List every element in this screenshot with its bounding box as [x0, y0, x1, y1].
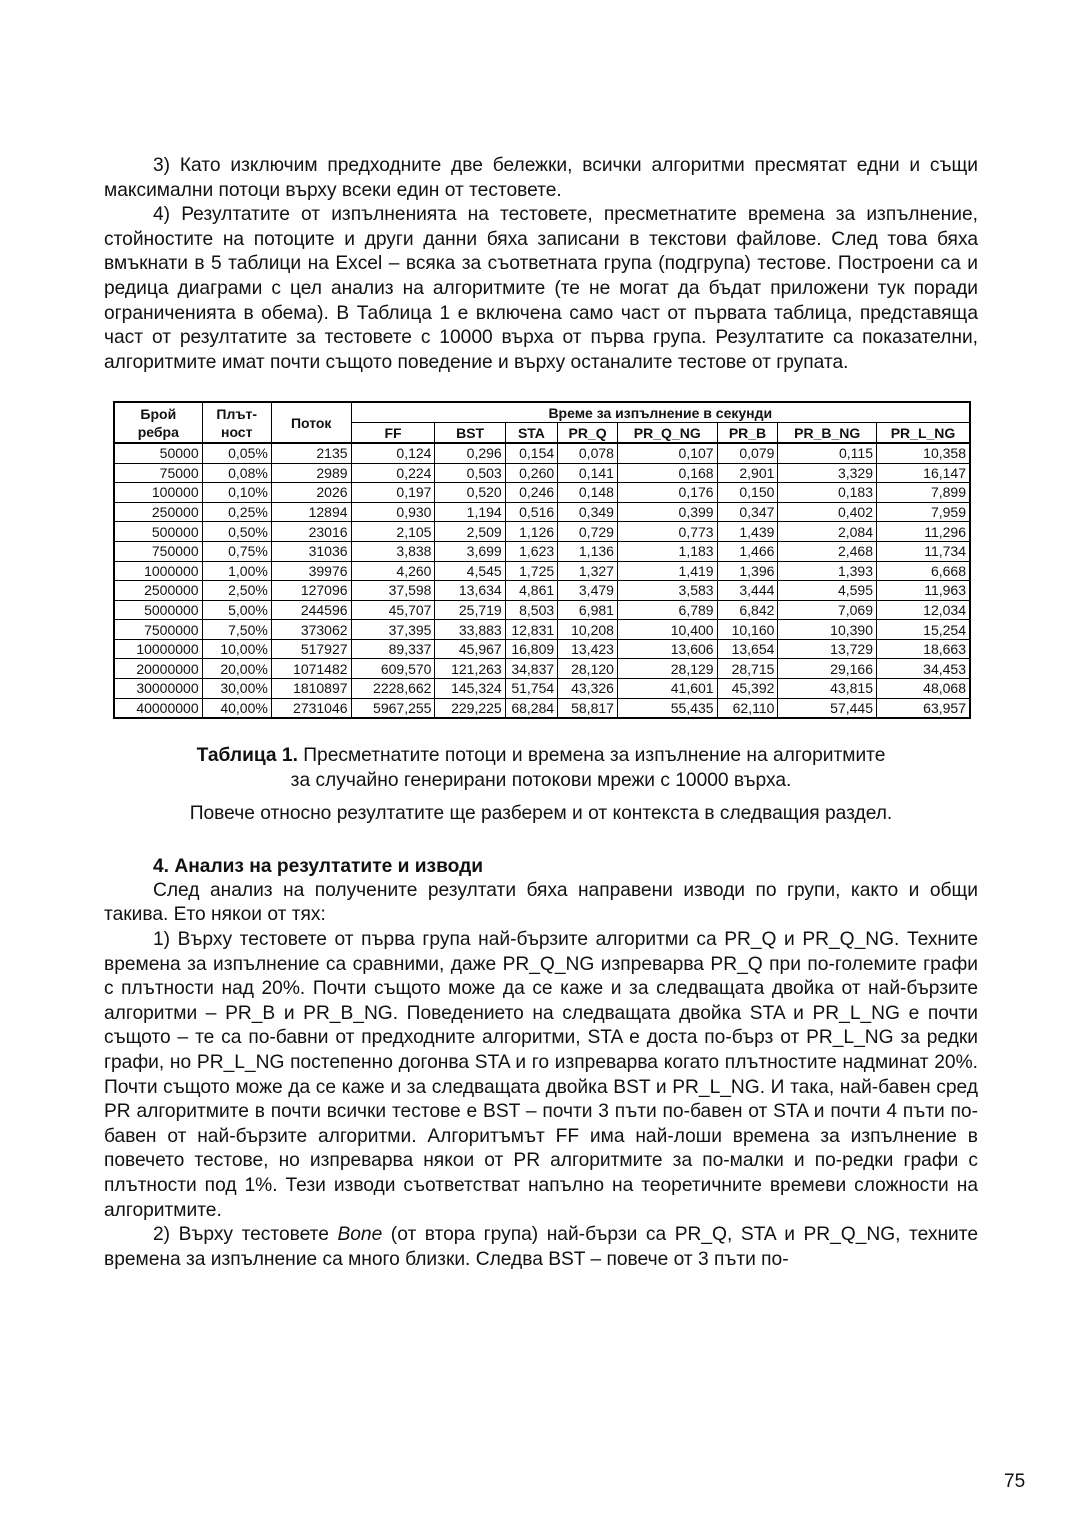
table-cell: 2,105 [351, 522, 435, 542]
table-cell: 7,899 [877, 483, 971, 503]
table-cell: 10,208 [558, 620, 618, 640]
table-cell: 0,107 [617, 443, 717, 463]
table-cell: 13,654 [717, 639, 778, 659]
table-cell: 6,789 [617, 600, 717, 620]
table-cell: 0,773 [617, 522, 717, 542]
table-row [114, 502, 970, 522]
table-cell: 40000000 [114, 698, 202, 718]
table-cell: 0,349 [558, 502, 618, 522]
table-cell: 4,595 [778, 581, 877, 601]
table-cell: 34,453 [877, 659, 971, 679]
table-cell: 0,224 [351, 463, 435, 483]
table-cell: 1,393 [778, 561, 877, 581]
table-cell: 100000 [114, 483, 202, 503]
table-cell: 12894 [271, 502, 351, 522]
table-cell: 45,392 [717, 679, 778, 699]
table-cell: 2989 [271, 463, 351, 483]
table-cell: 10,390 [778, 620, 877, 640]
table-cell: 0,197 [351, 483, 435, 503]
table-cell: 250000 [114, 502, 202, 522]
table-cell: 13,729 [778, 639, 877, 659]
table-cell: 28,129 [617, 659, 717, 679]
table-cell: 6,981 [558, 600, 618, 620]
header-algorithm: PR_B_NG [778, 423, 877, 443]
table-cell: 4,545 [435, 561, 505, 581]
table-cell: 1,327 [558, 561, 618, 581]
table-cell: 1,194 [435, 502, 505, 522]
table-cell: 0,347 [717, 502, 778, 522]
table-cell: 3,838 [351, 541, 435, 561]
table-cell: 0,154 [505, 443, 557, 463]
table-cell: 45,967 [435, 639, 505, 659]
table-cell: 0,260 [505, 463, 557, 483]
table-cell: 10,400 [617, 620, 717, 640]
header-flow: Поток [271, 402, 351, 443]
table-row [114, 443, 970, 463]
table-cell: 33,883 [435, 620, 505, 640]
table-cell: 6,668 [877, 561, 971, 581]
table-cell: 28,715 [717, 659, 778, 679]
table-cell: 2500000 [114, 581, 202, 601]
table-cell: 5000000 [114, 600, 202, 620]
table-cell: 39976 [271, 561, 351, 581]
table-cell: 1,126 [505, 522, 557, 542]
table-cell: 7,959 [877, 502, 971, 522]
table-cell: 31036 [271, 541, 351, 561]
table-cell: 63,957 [877, 698, 971, 718]
table-cell: 29,166 [778, 659, 877, 679]
table-cell: 89,337 [351, 639, 435, 659]
table-cell: 12,831 [505, 620, 557, 640]
table-cell: 68,284 [505, 698, 557, 718]
table-cell: 45,707 [351, 600, 435, 620]
caption-label: Таблица 1. [196, 745, 298, 767]
table-cell: 229,225 [435, 698, 505, 718]
table-cell: 0,520 [435, 483, 505, 503]
caption-line2: за случайно генерирани потокови мрежи с 10000 върха. [290, 770, 792, 792]
table-cell: 2,509 [435, 522, 505, 542]
header-algorithm: STA [505, 423, 557, 443]
table-cell: 0,399 [617, 502, 717, 522]
table-cell: 18,663 [877, 639, 971, 659]
table-cell: 2,50% [202, 581, 271, 601]
table-row [114, 698, 970, 718]
table-cell: 1,136 [558, 541, 618, 561]
table-cell: 3,583 [617, 581, 717, 601]
table-cell: 11,963 [877, 581, 971, 601]
p2-before: 2) Върху тестовете [153, 1224, 338, 1246]
table-cell: 57,445 [778, 698, 877, 718]
table-cell: 0,168 [617, 463, 717, 483]
table-cell: 51,754 [505, 679, 557, 699]
table-cell: 2026 [271, 483, 351, 503]
header-algorithm: PR_L_NG [877, 423, 971, 443]
table-row [114, 620, 970, 640]
table-cell: 25,719 [435, 600, 505, 620]
table-cell: 0,930 [351, 502, 435, 522]
table-cell: 0,516 [505, 502, 557, 522]
table-cell: 4,861 [505, 581, 557, 601]
table-row [114, 600, 970, 620]
table-cell: 1,466 [717, 541, 778, 561]
results-table [113, 401, 971, 719]
table-cell: 0,75% [202, 541, 271, 561]
table-cell: 13,606 [617, 639, 717, 659]
table-cell: 11,296 [877, 522, 971, 542]
table-cell: 30000000 [114, 679, 202, 699]
table-cell: 58,817 [558, 698, 618, 718]
table-cell: 50000 [114, 443, 202, 463]
table-cell: 16,147 [877, 463, 971, 483]
table-cell: 0,08% [202, 463, 271, 483]
table-cell: 145,324 [435, 679, 505, 699]
paragraph-4: 4) Резултатите от изпълненията на тестовете, пресметнатите времена за изпълнение, стойностите на потоците и други данни бяха записани в текстови файлове. След това бяха вмъкнати в 5 таблици на Excel – всяка за съответната група (подгрупа) тестове. Построени са и редица диаграми с цел анализ на алгоритмите (те не могат да бъдат приложени тук поради ограниченията в обема). В Таблица 1 е включена само част от първата таблица, представяща част от резултатите за тестовете с 10000 върха от първа група. Резултатите са показателни, алгоритмите имат почти същото поведение и върху останалите тестове от групата. [104, 204, 978, 373]
table-cell: 0,150 [717, 483, 778, 503]
table-row [114, 541, 970, 561]
table-cell: 0,124 [351, 443, 435, 463]
table-cell: 1071482 [271, 659, 351, 679]
table-cell: 0,176 [617, 483, 717, 503]
header-algorithm: PR_Q_NG [617, 423, 717, 443]
table-cell: 0,183 [778, 483, 877, 503]
table-cell: 5967,255 [351, 698, 435, 718]
table-cell: 30,00% [202, 679, 271, 699]
table-cell: 1,183 [617, 541, 717, 561]
table-row [114, 483, 970, 503]
table-cell: 23016 [271, 522, 351, 542]
table-cell: 12,034 [877, 600, 971, 620]
table-row [114, 659, 970, 679]
table-cell: 0,079 [717, 443, 778, 463]
table-cell: 16,809 [505, 639, 557, 659]
table-cell: 0,246 [505, 483, 557, 503]
paragraph-3: 3) Като изключим предходните две бележки, всички алгоритми пресмятат едни и същи максимални потоци върху всеки един от тестовете. [104, 155, 978, 201]
table-cell: 4,260 [351, 561, 435, 581]
table-cell: 0,141 [558, 463, 618, 483]
table-row [114, 522, 970, 542]
header-time-group: Време за изпълнение в секунди [351, 402, 970, 423]
table-cell: 10,358 [877, 443, 971, 463]
table-cell: 0,115 [778, 443, 877, 463]
section-heading: 4. Анализ на резултатите и изводи [153, 855, 484, 877]
table-cell: 2,468 [778, 541, 877, 561]
p2-after: (от втора група) най-бързи са PR_Q, STA и PR_Q_NG, техните времена за изпълнение са много близки. Следва BST – повече от 3 пъти по- [104, 1224, 979, 1270]
note-text: Повече относно резултатите ще разберем и от контекста в следващия раздел. [189, 803, 893, 825]
table-cell: 37,395 [351, 620, 435, 640]
table-cell: 1,725 [505, 561, 557, 581]
header-algorithm: BST [435, 423, 505, 443]
table-cell: 1810897 [271, 679, 351, 699]
table-cell: 0,296 [435, 443, 505, 463]
table-cell: 609,570 [351, 659, 435, 679]
table-cell: 10,160 [717, 620, 778, 640]
table-cell: 6,842 [717, 600, 778, 620]
table-row [114, 581, 970, 601]
table-cell: 75000 [114, 463, 202, 483]
results-table-wrapper [113, 401, 971, 719]
table-cell: 13,423 [558, 639, 618, 659]
header-edges: Брой ребра [114, 402, 202, 443]
table-cell: 1000000 [114, 561, 202, 581]
table-cell: 2135 [271, 443, 351, 463]
table-cell: 500000 [114, 522, 202, 542]
page-content [104, 154, 978, 1272]
section-p1: 1) Върху тестовете от първа група най-бързите алгоритми са PR_Q и PR_Q_NG. Техните времена за изпълнение са сравними, даже PR_Q_NG изпреварва PR_Q при по-големите графи с плътности над 20%. Почти същото може да се каже и за следващата двойка от най-бързите алгоритми – PR_B и PR_B_NG. Поведението на следващата двойка STA и PR_L_NG е почти същото – те са по-бавни от предходните алгоритми, STA е доста по-бърз от PR_L_NG за редки графи, но PR_L_NG постепенно догонва STA и го изпреварва когато плътностите надминат 20%. Почти същото може да се каже и за следващата двойка BST и PR_L_NG. И така, най-бавен сред PR алгоритмите в почти всички тестове е BST – почти 3 пъти по-бавен от STA и почти 4 пъти по-бавен от най-бързите алгоритми. Алгоритъмът FF има най-лоши времена за изпълнение в повечето тестове, но изпреварва някои от PR алгоритмите за по-малки и по-редки графи с плътности под 1%. Тези изводи съответстват напълно на теоретичните времеви сложности на алгоритмите. [104, 929, 978, 1221]
table-row [114, 561, 970, 581]
caption-line1: Пресметнатите потоци и времена за изпълнение на алгоритмите [303, 745, 886, 767]
table-row [114, 679, 970, 699]
table-cell: 13,634 [435, 581, 505, 601]
table-cell: 2731046 [271, 698, 351, 718]
table-cell: 244596 [271, 600, 351, 620]
table-cell: 3,479 [558, 581, 618, 601]
table-cell: 55,435 [617, 698, 717, 718]
table-cell: 8,503 [505, 600, 557, 620]
table-cell: 20,00% [202, 659, 271, 679]
table-cell: 1,396 [717, 561, 778, 581]
table-cell: 62,110 [717, 698, 778, 718]
table-cell: 20000000 [114, 659, 202, 679]
table-cell: 7,069 [778, 600, 877, 620]
table-cell: 7500000 [114, 620, 202, 640]
table-cell: 3,329 [778, 463, 877, 483]
table-cell: 37,598 [351, 581, 435, 601]
table-cell: 0,10% [202, 483, 271, 503]
table-cell: 2,901 [717, 463, 778, 483]
section-p2 [104, 1223, 978, 1272]
table-cell: 0,503 [435, 463, 505, 483]
table-cell: 5,00% [202, 600, 271, 620]
header-algorithm: PR_Q [558, 423, 618, 443]
section-intro: След анализ на получените резултати бяха направени изводи по групи, както и общи такива. Ето някои от тях: [104, 879, 978, 926]
table-row [114, 463, 970, 483]
table-cell: 127096 [271, 581, 351, 601]
table-cell: 1,439 [717, 522, 778, 542]
table-cell: 3,444 [717, 581, 778, 601]
table-cell: 2228,662 [351, 679, 435, 699]
table-cell: 1,00% [202, 561, 271, 581]
table-cell: 0,05% [202, 443, 271, 463]
table-cell: 10000000 [114, 639, 202, 659]
table-cell: 1,419 [617, 561, 717, 581]
p2-italic: Bone [337, 1224, 383, 1246]
table-cell: 43,326 [558, 679, 618, 699]
table-cell: 750000 [114, 541, 202, 561]
table-cell: 2,084 [778, 522, 877, 542]
table-cell: 517927 [271, 639, 351, 659]
table-cell: 0,402 [778, 502, 877, 522]
table-cell: 41,601 [617, 679, 717, 699]
header-density: Плът-ност [202, 402, 271, 443]
table-cell: 10,00% [202, 639, 271, 659]
header-algorithm: PR_B [717, 423, 778, 443]
table-cell: 121,263 [435, 659, 505, 679]
table-cell: 34,837 [505, 659, 557, 679]
table-cell: 40,00% [202, 698, 271, 718]
table-cell: 0,148 [558, 483, 618, 503]
header-algorithm: FF [351, 423, 435, 443]
table-row [114, 639, 970, 659]
table-cell: 373062 [271, 620, 351, 640]
table-cell: 11,734 [877, 541, 971, 561]
table-cell: 0,078 [558, 443, 618, 463]
page-number: 75 [1004, 1471, 1026, 1492]
table-cell: 3,699 [435, 541, 505, 561]
table-cell: 0,50% [202, 522, 271, 542]
table-body [114, 443, 970, 718]
table-cell: 28,120 [558, 659, 618, 679]
table-cell: 48,068 [877, 679, 971, 699]
table-cell: 7,50% [202, 620, 271, 640]
table-caption [104, 743, 978, 793]
table-cell: 0,25% [202, 502, 271, 522]
table-cell: 15,254 [877, 620, 971, 640]
table-cell: 0,729 [558, 522, 618, 542]
table-cell: 43,815 [778, 679, 877, 699]
table-cell: 1,623 [505, 541, 557, 561]
